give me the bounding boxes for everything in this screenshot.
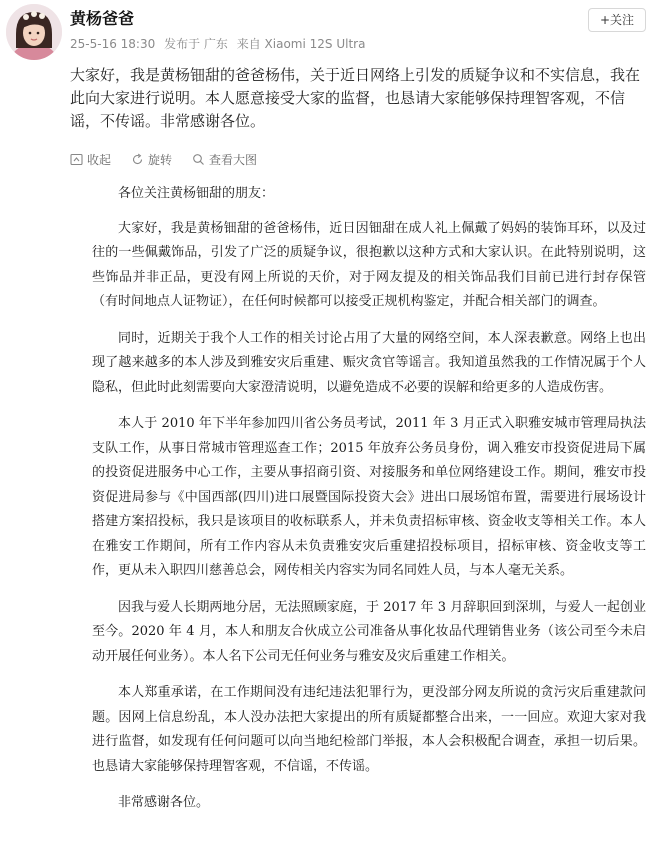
rotate-icon — [131, 153, 144, 166]
letter-paragraph: 同时，近期关于我个人工作的相关讨论占用了大量的网络空间，本人深表歉意。网络上也出现了越来越多的本人涉及到雅安灾后重建、赈灾贪官等谣言。我知道虽然我的工作情况属于个人隐私，但此时此刻需要向大家澄清说明，以避免造成不必要的误解和给更多的人造成伤害。 — [92, 330, 646, 395]
post-meta — [70, 35, 370, 52]
letter-paragraph: 本人郑重承诺，在工作期间没有违纪违法犯罪行为，更没部分网友所说的贪污灾后重建款问题。因网上信息纷乱，本人没办法把大家提出的所有质疑都整合出来，一一回应。欢迎大家对我进行监督，如发现有任何问题可以向当地纪检部门举报，本人会积极配合调查，承担一切后果。也恳请大家能够保持理智客观，不信谣，不传谣。 — [92, 685, 646, 774]
post-date: 25-5-16 18:30 — [70, 37, 156, 51]
follow-button[interactable]: +关注 — [588, 8, 646, 32]
collapse-action[interactable] — [70, 150, 111, 168]
post-location: 发布于 广东 — [164, 37, 228, 51]
collapse-icon — [70, 153, 83, 166]
letter-paragraph: 大家好，我是黄杨钿甜的爸爸杨伟，近日因钿甜在成人礼上佩戴了妈妈的装饰耳环，以及过往的一些佩戴饰品，引发了广泛的质疑争议，很抱歉以这种方式和大家认识。在此特别说明，这些饰品并非正品，更没有网上所说的天价，对于网友提及的相关饰品我们目前已进行封存保管（有时间地点人证物证），在任何时候都可以接受正规机构鉴定，并配合相关部门的调查。 — [92, 220, 646, 309]
user-name[interactable]: 黄杨爸爸 — [70, 9, 135, 28]
avatar-portrait-icon — [6, 4, 62, 60]
post-header — [0, 0, 660, 62]
letter-paragraph: 本人于 2010 年下半年参加四川省公务员考试，2011 年 3 月正式入职雅安城市管理局执法支队工作，从事日常城市管理巡查工作；2015 年放弃公务员身份，调入雅安市投资促进局下属的投资促进服务中心工作，主要从事招商引资、对接服务和单位网络建设工作。期间，雅安市投资促进局参与《中国西部(四川)进口展暨国际投资大会》进出口展场馆布置，需要进行展场设计搭建方案招投标，我只是该项目的收标联系人，并未负责招标审核、资金收支等相关工作。本人在雅安工作期间，所有工作内容从未负责雅安灾后重建招投标项目，招标审核、资金收支等工作，更从未入职四川慈善总会，网传相关内容实为同名同姓人员，与本人毫无关系。 — [92, 416, 646, 578]
letter-salutation: 各位关注黄杨钿甜的朋友： — [118, 186, 275, 201]
letter-paragraph: 因我与爱人长期两地分居，无法照顾家庭，于 2017 年 3 月辞职回到深圳，与爱人一起创业至今。2020 年 4 月，本人和朋友合伙成立公司准备从事化妆品代理销售业务（该公司至今未启动开展任何业务）。本人名下公司无任何业务与雅安及灾后重建工作相关。 — [92, 599, 646, 664]
avatar[interactable] — [6, 4, 62, 60]
letter-closing: 非常感谢各位。 — [118, 795, 210, 810]
post-device: 来自 Xiaomi 12S Ultra — [236, 37, 366, 51]
rotate-action[interactable] — [131, 150, 172, 168]
zoom-image-icon — [192, 153, 205, 166]
image-actions — [70, 150, 277, 168]
rotate-label: 旋转 — [148, 152, 173, 167]
view-large-image-action[interactable] — [192, 150, 257, 168]
statement-letter-image — [92, 182, 646, 828]
post-text: 大家好，我是黄杨钿甜的爸爸杨伟，关于近日网络上引发的质疑争议和不实信息，我在此向大家进行说明。本人愿意接受大家的监督，也恳请大家能够保持理智客观，不信谣，不传谣。非常感谢各位。 — [70, 66, 641, 130]
view-large-image-label: 查看大图 — [209, 152, 258, 167]
collapse-label: 收起 — [87, 152, 112, 167]
